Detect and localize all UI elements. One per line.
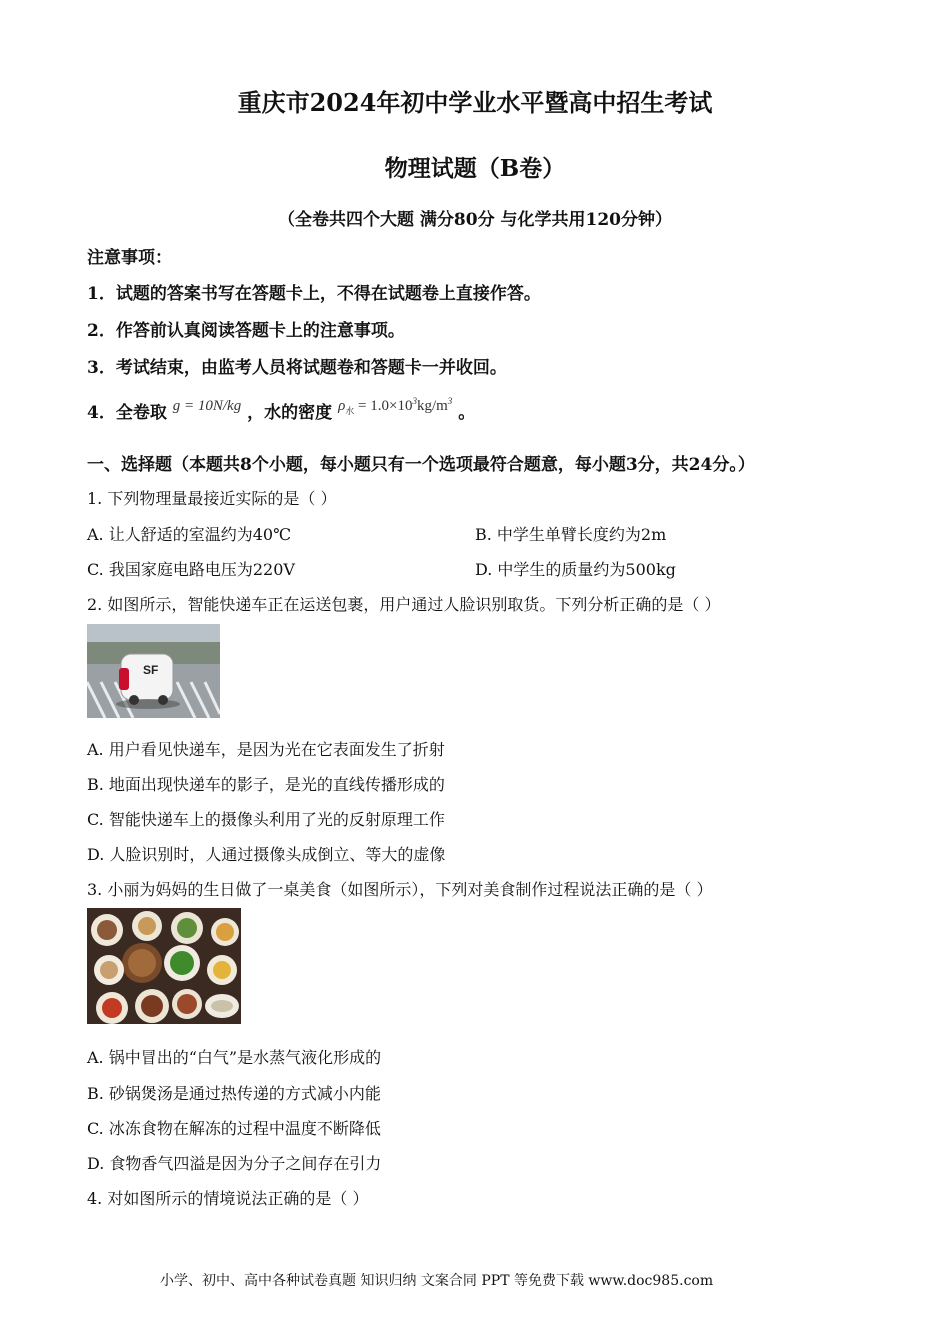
q2-option-a: A. 用户看见快递车，是因为光在它表面发生了折射 <box>87 740 445 759</box>
q2-option-c: C. 智能快递车上的摄像头利用了光的反射原理工作 <box>87 810 445 829</box>
q3-stem: 3. 小丽为妈妈的生日做了一桌美食（如图所示），下列对美食制作过程说法正确的是（ ） <box>87 880 713 899</box>
exam-title: 重庆市2024年初中学业水平暨高中招生考试 <box>237 88 713 117</box>
note-item-2: 2．作答前认真阅读答题卡上的注意事项。 <box>87 321 405 341</box>
q1-option-c: C. 我国家庭电路电压为220V <box>87 560 295 579</box>
paper-subtitle: 物理试题（B卷） <box>384 155 566 182</box>
note-item-4-mid: ，水的密度 <box>247 403 333 423</box>
q4-stem: 4. 对如图所示的情境说法正确的是（ ） <box>87 1189 369 1208</box>
rho-exponent: 3 <box>412 396 417 406</box>
rho-unit-exponent: 3 <box>447 396 453 406</box>
note-item-4 <box>87 398 475 425</box>
notes-heading: 注意事项： <box>87 248 172 268</box>
q2-option-b: B. 地面出现快递车的影子，是光的直线传播形成的 <box>87 775 445 794</box>
rho-value: = 1.0×10 <box>358 398 413 414</box>
q3-option-d: D. 食物香气四溢是因为分子之间存在引力 <box>87 1154 382 1173</box>
q3-option-c: C. 冰冻食物在解冻的过程中温度不断降低 <box>87 1119 381 1138</box>
density-formula <box>338 398 452 414</box>
q2-stem: 2. 如图所示，智能快递车正在运送包裹，用户通过人脸识别取货。下列分析正确的是（ ） <box>87 595 721 614</box>
exam-info: （全卷共四个大题 满分80分 与化学共用120分钟） <box>278 210 672 230</box>
section1-heading: 一、选择题（本题共8个小题，每小题只有一个选项最符合题意，每小题3分，共24分。） <box>87 455 755 475</box>
note-item-3: 3．考试结束，由监考人员将试题卷和答题卡一并收回。 <box>87 358 507 378</box>
gravity-formula: g = 10N/kg <box>172 398 242 414</box>
q1-option-d: D. 中学生的质量约为500kg <box>475 560 676 579</box>
q1-option-b: B. 中学生单臂长度约为2m <box>475 525 667 544</box>
note-item-1: 1．试题的答案书写在答题卡上，不得在试题卷上直接作答。 <box>87 284 541 304</box>
note-item-4-prefix: 4．全卷取 <box>87 403 167 423</box>
q2-option-d: D. 人脸识别时，人通过摄像头成倒立、等大的虚像 <box>87 845 446 864</box>
sf-logo-text: SF <box>143 663 159 677</box>
q1-stem: 1. 下列物理量最接近实际的是（ ） <box>87 489 337 508</box>
page-footer: 小学、初中、高中各种试卷真题 知识归纳 文案合同 PPT 等免费下载 www.doc985.com <box>160 1273 714 1289</box>
note-item-4-end: 。 <box>458 403 476 423</box>
rho-symbol: ρ <box>338 398 346 414</box>
delivery-vehicle-photo <box>87 624 220 718</box>
q3-option-a: A. 锅中冒出的“白气”是水蒸气液化形成的 <box>87 1048 382 1067</box>
q1-option-a: A. 让人舒适的室温约为40℃ <box>87 525 291 544</box>
food-table-photo <box>87 908 241 1024</box>
rho-subscript: 水 <box>345 406 355 416</box>
q3-option-b: B. 砂锅煲汤是通过热传递的方式减小内能 <box>87 1084 381 1103</box>
rho-unit: kg/m <box>416 398 448 414</box>
